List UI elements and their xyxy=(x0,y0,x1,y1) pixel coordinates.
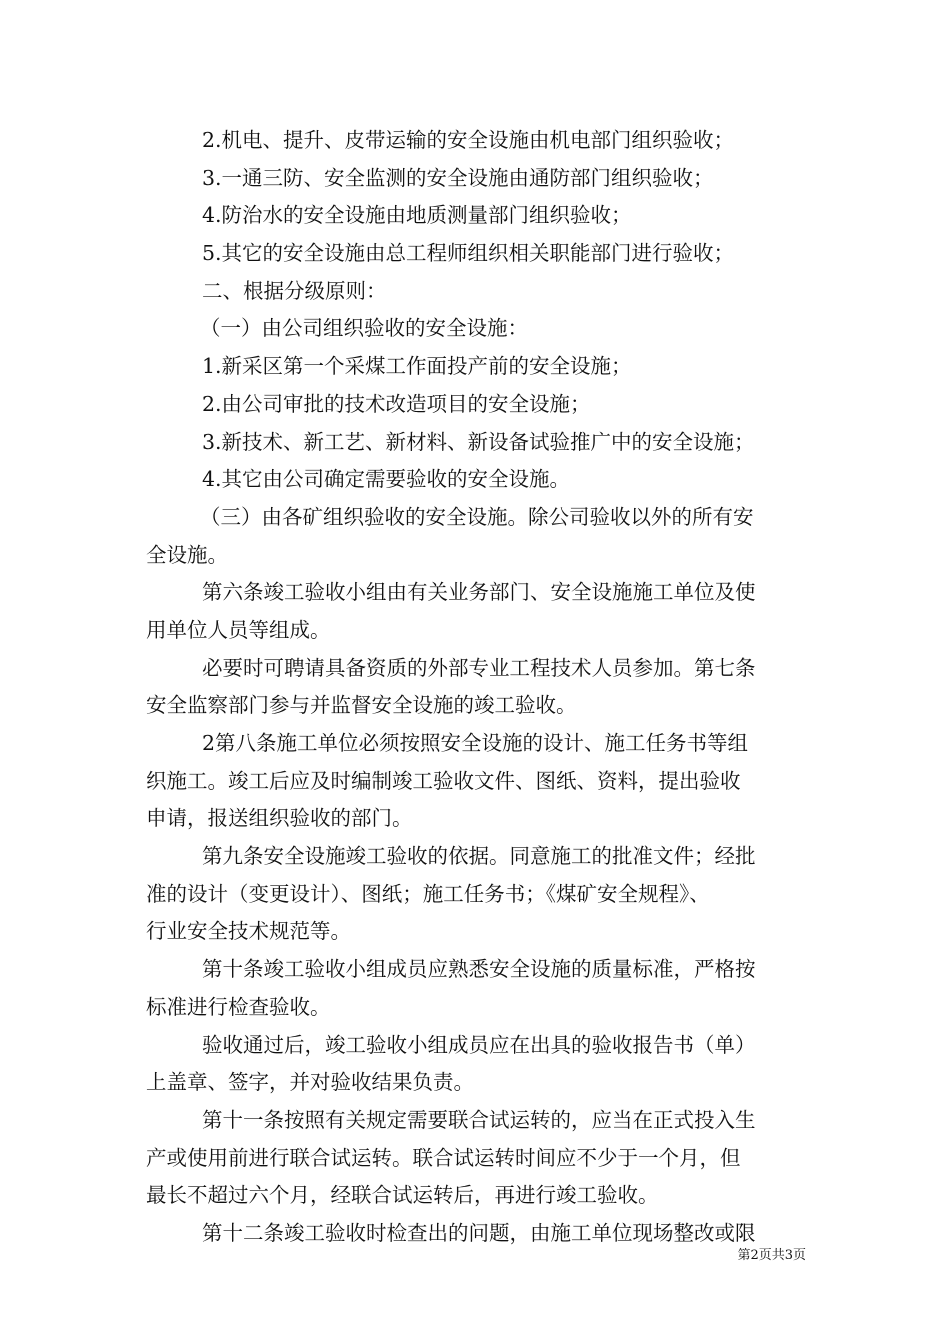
text-line: 1.新采区第一个采煤工作面投产前的安全设施； xyxy=(202,354,632,379)
text-line: 第十一条按照有关规定需要联合试运转的，应当在正式投入生 xyxy=(202,1107,756,1132)
text-line: 第六条竣工验收小组由有关业务部门、安全设施施工单位及使 xyxy=(202,580,756,605)
text-line: 产或使用前进行联合试运转。联合试运转时间应不少于一个月，但 xyxy=(146,1145,741,1170)
text-line: 最长不超过六个月，经联合试运转后，再进行竣工验收。 xyxy=(146,1183,659,1208)
text-line: 第十二条竣工验收时检查出的问题，由施工单位现场整改或限 xyxy=(202,1220,756,1245)
text-line: 4.其它由公司确定需要验收的安全设施。 xyxy=(202,467,571,492)
text-line: 上盖章、签字，并对验收结果负责。 xyxy=(146,1070,474,1095)
text-line: 3.一通三防、安全监测的安全设施由通防部门组织验收； xyxy=(202,165,714,190)
text-line: 准的设计（变更设计）、图纸；施工任务书；《煤矿安全规程》、 xyxy=(146,881,710,906)
page-number: 第2页共3页 xyxy=(737,1248,806,1263)
text-line: 3.新技术、新工艺、新材料、新设备试验推广中的安全设施； xyxy=(202,429,755,454)
text-line: 第九条安全设施竣工验收的依据。同意施工的批准文件；经批 xyxy=(202,844,756,869)
text-line: 2第八条施工单位必须按照安全设施的设计、施工任务书等组 xyxy=(202,731,749,755)
text-line: 安全监察部门参与并监督安全设施的竣工验收。 xyxy=(146,693,577,718)
text-line: 标准进行检查验收。 xyxy=(146,994,331,1019)
text-line: 第十条竣工验收小组成员应熟悉安全设施的质量标准，严格按 xyxy=(202,957,756,982)
text-line: 5.其它的安全设施由总工程师组织相关职能部门进行验收； xyxy=(202,241,735,266)
text-line: 必要时可聘请具备资质的外部专业工程技术人员参加。第七条 xyxy=(202,655,756,680)
subsection-heading: （一）由公司组织验收的安全设施： xyxy=(200,316,528,341)
document-body xyxy=(146,122,806,1253)
text-line: 验收通过后，竣工验收小组成员应在出具的验收报告书（单） xyxy=(202,1032,756,1057)
text-line: 2.由公司审批的技术改造项目的安全设施； xyxy=(202,391,591,416)
text-line: 申请，报送组织验收的部门。 xyxy=(146,806,413,831)
section-heading: 二、根据分级原则： xyxy=(202,278,387,303)
text-line: 全设施。 xyxy=(146,542,228,567)
subsection-heading: （三）由各矿组织验收的安全设施。除公司验收以外的所有安 xyxy=(200,504,754,529)
text-line: 织施工。竣工后应及时编制竣工验收文件、图纸、资料，提出验收 xyxy=(146,768,741,793)
text-line: 用单位人员等组成。 xyxy=(146,617,331,642)
text-line: 2.机电、提升、皮带运输的安全设施由机电部门组织验收； xyxy=(202,128,735,152)
text-line: 行业安全技术规范等。 xyxy=(146,919,351,944)
text-line: 4.防治水的安全设施由地质测量部门组织验收； xyxy=(202,203,632,228)
